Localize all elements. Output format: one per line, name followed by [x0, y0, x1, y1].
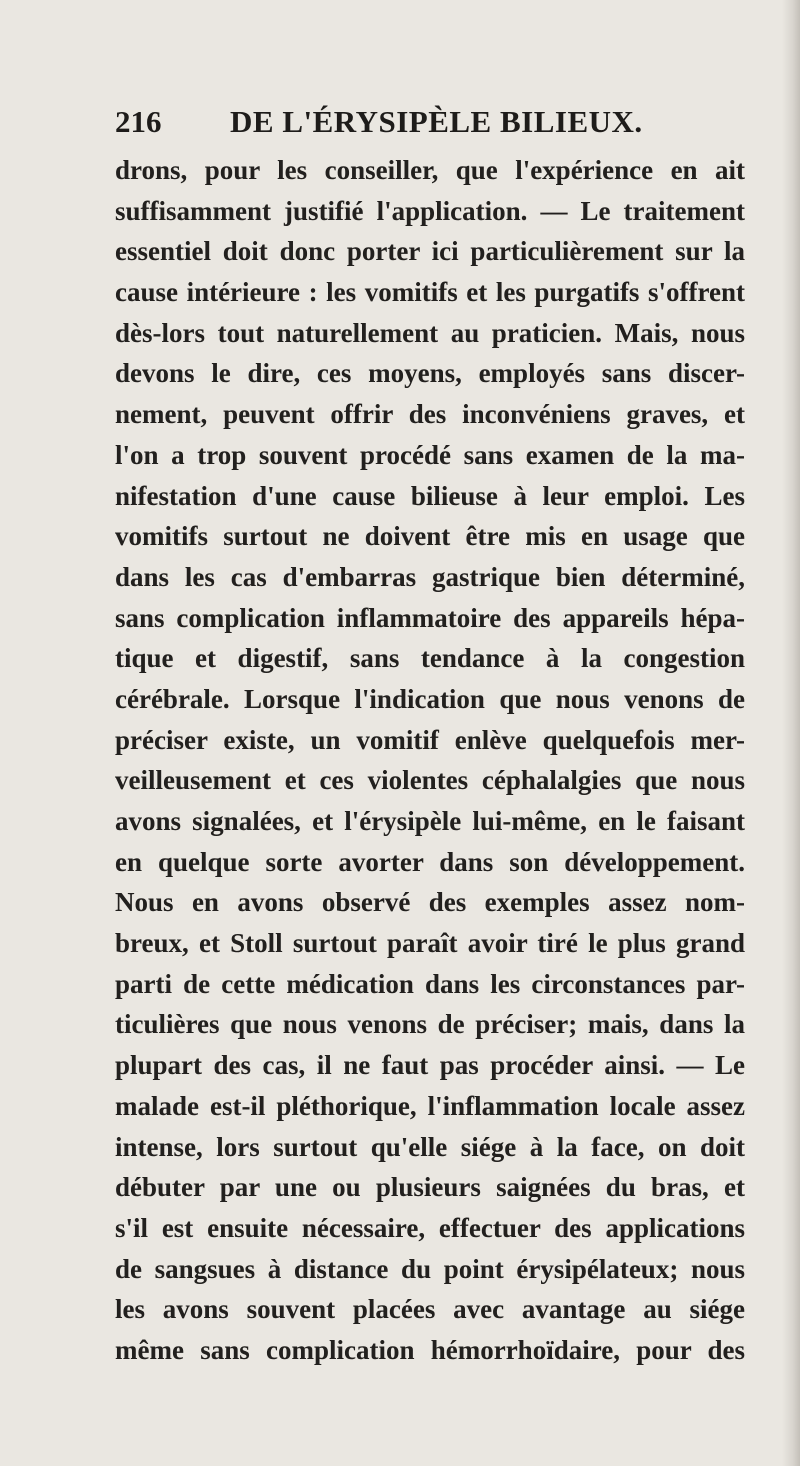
page-number: 216 [115, 104, 162, 139]
text-line: de sangsues à distance du point érysipélateux; nous [115, 1253, 745, 1284]
text-line: breux, et Stoll surtout paraît avoir tiré le plus grand [115, 928, 745, 959]
text-line: avons signalées, et l'érysipèle lui-même, en le faisant [115, 806, 745, 836]
text-line: nement, peuvent offrir des inconvéniens graves, et [115, 399, 745, 430]
text-line: l'on a trop souvent procédé sans examen de la ma- [115, 439, 745, 470]
text-line: les avons souvent placées avec avantage au siége [115, 1294, 745, 1325]
text-line: veilleusement et ces violentes céphalalgies que nous [115, 765, 745, 796]
text-line: s'il est ensuite nécessaire, effectuer des applications [115, 1212, 745, 1243]
text-line: plupart des cas, il ne faut pas procéder ainsi. — Le [115, 1050, 745, 1081]
text-line: en quelque sorte avorter dans son développement. [115, 846, 745, 877]
text-line: parti de cette médication dans les circonstances par- [115, 968, 745, 999]
text-line: drons, pour les conseiller, que l'expérience en ait [115, 155, 745, 185]
text-line: Nous en avons observé des exemples assez nom- [115, 887, 745, 918]
text-line: devons le dire, ces moyens, employés sans discer- [115, 358, 745, 389]
text-line: même sans complication hémorrhoïdaire, pour des [115, 1334, 745, 1365]
running-title: DE L'ÉRYSIPÈLE BILIEUX. [230, 104, 643, 139]
text-line: dès-lors tout naturellement au praticien. Mais, nous [115, 317, 745, 348]
text-line: cérébrale. Lorsque l'indication que nous venons de [115, 683, 745, 714]
text-line: essentiel doit donc porter ici particulièrement sur la [115, 236, 745, 267]
text-line: suffisamment justifié l'application. — Le traitement [115, 195, 745, 226]
text-line: débuter par une ou plusieurs saignées du bras, et [115, 1172, 745, 1203]
body-text [115, 150, 745, 1371]
text-line: préciser existe, un vomitif enlève quelquefois mer- [115, 724, 745, 755]
text-line: tique et digestif, sans tendance à la congestion [115, 643, 745, 674]
page-edge-shadow [782, 0, 800, 1466]
text-line: dans les cas d'embarras gastrique bien déterminé, [115, 561, 745, 592]
text-line: cause intérieure : les vomitifs et les purgatifs s'offrent [115, 277, 745, 308]
text-line: vomitifs surtout ne doivent être mis en usage que [115, 521, 745, 552]
text-line: ticulières que nous venons de préciser; mais, dans la [115, 1009, 745, 1040]
text-line: malade est-il pléthorique, l'inflammation locale assez [115, 1090, 745, 1121]
text-line: sans complication inflammatoire des appareils hépa- [115, 602, 745, 633]
text-line: intense, lors surtout qu'elle siége à la face, on doit [115, 1131, 745, 1162]
page-header [115, 104, 755, 144]
text-line: nifestation d'une cause bilieuse à leur emploi. Les [115, 480, 745, 511]
